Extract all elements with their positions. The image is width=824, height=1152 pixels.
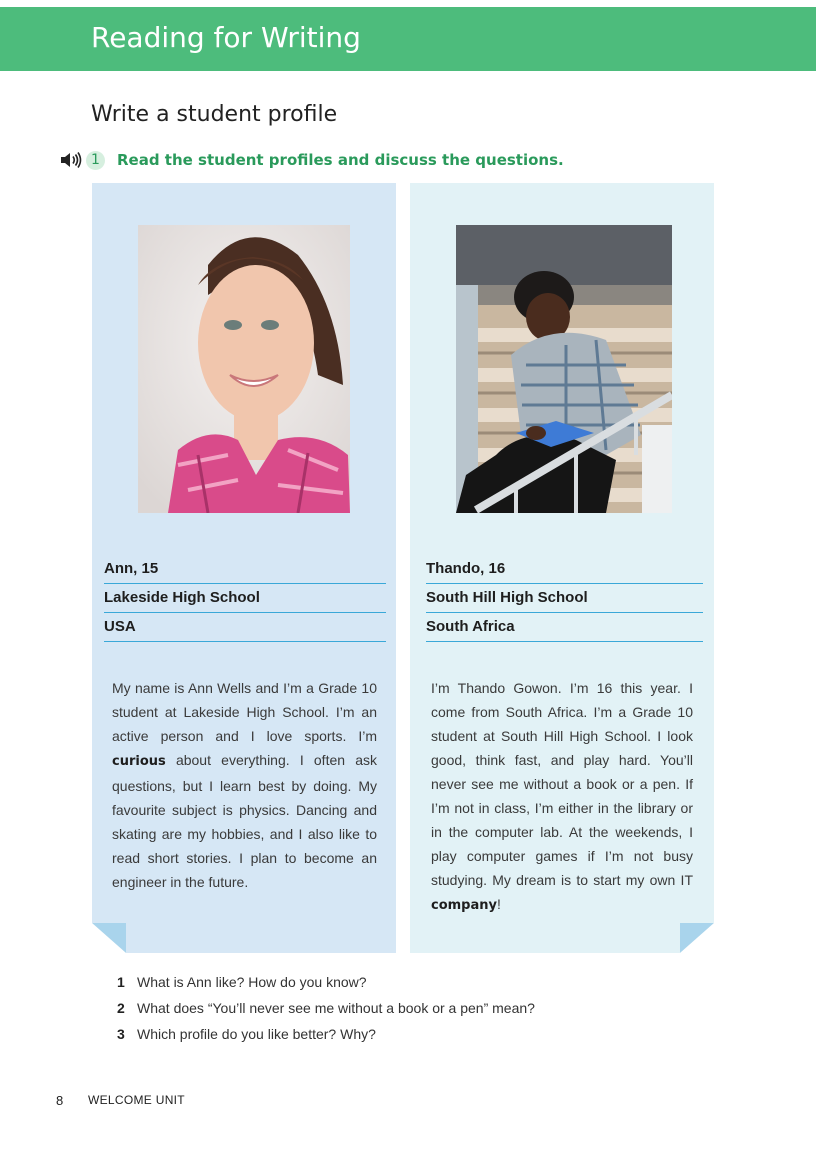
question-number: 2 — [117, 1000, 125, 1016]
exercise-number: 1 — [86, 151, 105, 170]
exercise-text: Read the student profiles and discuss the questions. — [117, 151, 564, 169]
audio-speaker-icon[interactable] — [60, 151, 82, 169]
profile-bio: I’m Thando Gowon. I’m 16 this year. I come from South Africa. I’m a Grade 10 student at South Hill High School. I look good, think fast, and play hard. You’ll never see me without a book or a pen. If I’m not in class, I’m either in the library or in the computer lab. At the weekends, I play computer games if I’m not busy studying. My dream is to start my own IT company! — [431, 680, 693, 913]
profile-country: USA — [104, 613, 386, 642]
profile-bio: My name is Ann Wells and I’m a Grade 10 student at Lakeside High School. I’m an active person and I love sports. I’m curious about everything. I often ask questions, but I learn best by doing. My favourite subject is physics. Dancing and skating are my hobbies, and I also like to read short stories. I plan to become an engineer in the future. — [112, 680, 377, 890]
question-number: 1 — [117, 974, 125, 990]
profile-card-ann — [92, 183, 396, 953]
question-text: What does “You’ll never see me without a book or a pen” mean? — [137, 1000, 535, 1016]
section-title: Write a student profile — [91, 102, 338, 127]
profile-school: Lakeside High School — [104, 584, 386, 613]
unit-label: WELCOME UNIT — [88, 1093, 185, 1107]
profile-photo-ann — [138, 225, 350, 513]
profile-country: South Africa — [426, 613, 703, 642]
profile-name-age: Thando, 16 — [426, 555, 703, 584]
question-item — [117, 1000, 535, 1026]
exercise-instruction — [60, 150, 564, 170]
question-number: 3 — [117, 1026, 125, 1042]
question-text: Which profile do you like better? Why? — [137, 1026, 376, 1042]
discussion-questions — [117, 974, 535, 1052]
section-header-banner — [0, 7, 816, 71]
highlighted-word: company — [431, 898, 497, 913]
question-item — [117, 974, 535, 1000]
header-title: Reading for Writing — [91, 21, 361, 54]
profile-card-thando — [410, 183, 714, 953]
page-fold-corner — [92, 923, 126, 953]
profile-name-age: Ann, 15 — [104, 555, 386, 584]
question-text: What is Ann like? How do you know? — [137, 974, 367, 990]
profile-photo-thando — [456, 225, 672, 513]
page-footer — [56, 1093, 185, 1108]
highlighted-word: curious — [112, 754, 166, 769]
page-fold-corner — [680, 923, 714, 953]
question-item — [117, 1026, 535, 1052]
profile-school: South Hill High School — [426, 584, 703, 613]
page-number: 8 — [56, 1093, 64, 1108]
